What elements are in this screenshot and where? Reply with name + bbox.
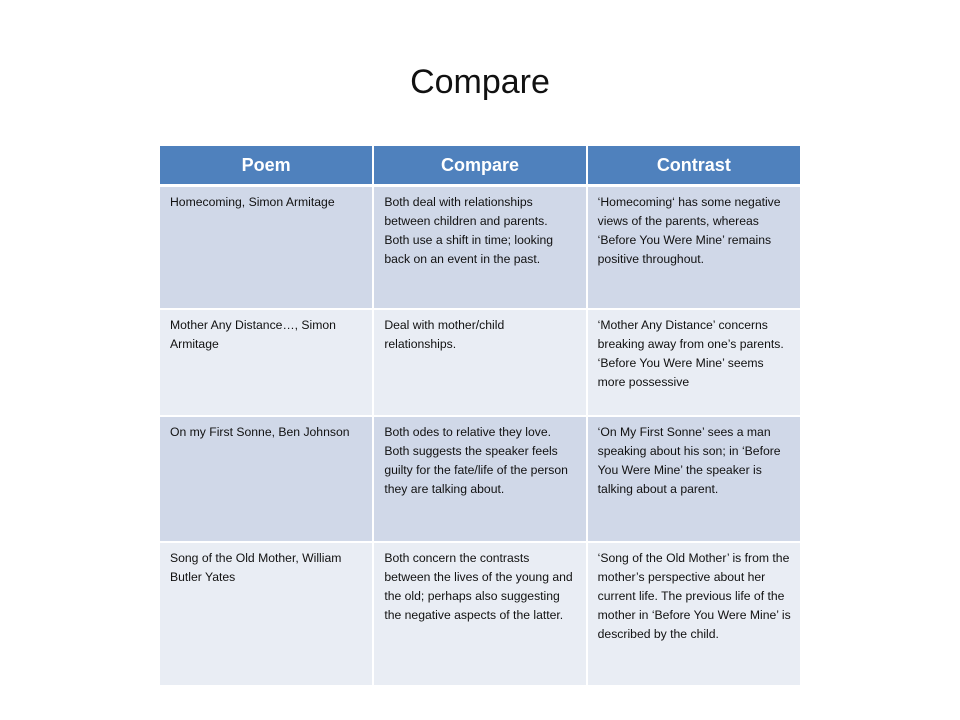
table-row xyxy=(160,416,800,542)
contrast-cell: ‘Mother Any Distance’ concerns breaking away from one’s parents. ‘Before You Were Mine’ seems more possessive xyxy=(587,309,800,416)
compare-cell xyxy=(373,309,586,416)
compare-cell xyxy=(373,542,586,686)
poem-cell: Homecoming, Simon Armitage xyxy=(160,186,373,309)
slide-title: Compare xyxy=(410,63,550,101)
contrast-cell: ‘Homecoming‘ has some negative views of the parents, whereas ‘Before You Were Mine’ remains positive throughout. xyxy=(587,186,800,309)
table-row xyxy=(160,542,800,686)
header-poem: Poem xyxy=(160,146,373,186)
compare-cell xyxy=(373,186,586,309)
compare-line: Both concern the contrasts between the lives of the young and the old; perhaps also suggesting the negative aspects of the latter. xyxy=(384,550,573,622)
poem-cell: Mother Any Distance…, Simon Armitage xyxy=(160,309,373,416)
table-row xyxy=(160,186,800,309)
comparison-table-container xyxy=(160,146,800,687)
contrast-cell: ‘Song of the Old Mother’ is from the mother’s perspective about her current life. The previous life of the mother in ‘Before You Were Mine’ is described by the child. xyxy=(587,542,800,686)
table-header-row xyxy=(160,146,800,186)
comparison-table xyxy=(160,146,800,687)
poem-cell: Song of the Old Mother, William Butler Yates xyxy=(160,542,373,686)
compare-line: Both suggests the speaker feels guilty for the fate/life of the person they are talking about. xyxy=(384,443,568,496)
compare-line: Both deal with relationships between children and parents. xyxy=(384,195,548,228)
compare-line: Both odes to relative they love. xyxy=(384,424,551,439)
header-compare: Compare xyxy=(373,146,586,186)
compare-line: Deal with mother/child relationships. xyxy=(384,317,505,351)
contrast-cell: ‘On My First Sonne’ sees a man speaking about his son; in ‘Before You Were Mine’ the speaker is talking about a parent. xyxy=(587,416,800,542)
header-contrast: Contrast xyxy=(587,146,800,186)
table-row xyxy=(160,309,800,416)
poem-cell: On my First Sonne, Ben Johnson xyxy=(160,416,373,542)
compare-line: Both use a shift in time; looking back on an event in the past. xyxy=(384,233,554,266)
compare-cell xyxy=(373,416,586,542)
